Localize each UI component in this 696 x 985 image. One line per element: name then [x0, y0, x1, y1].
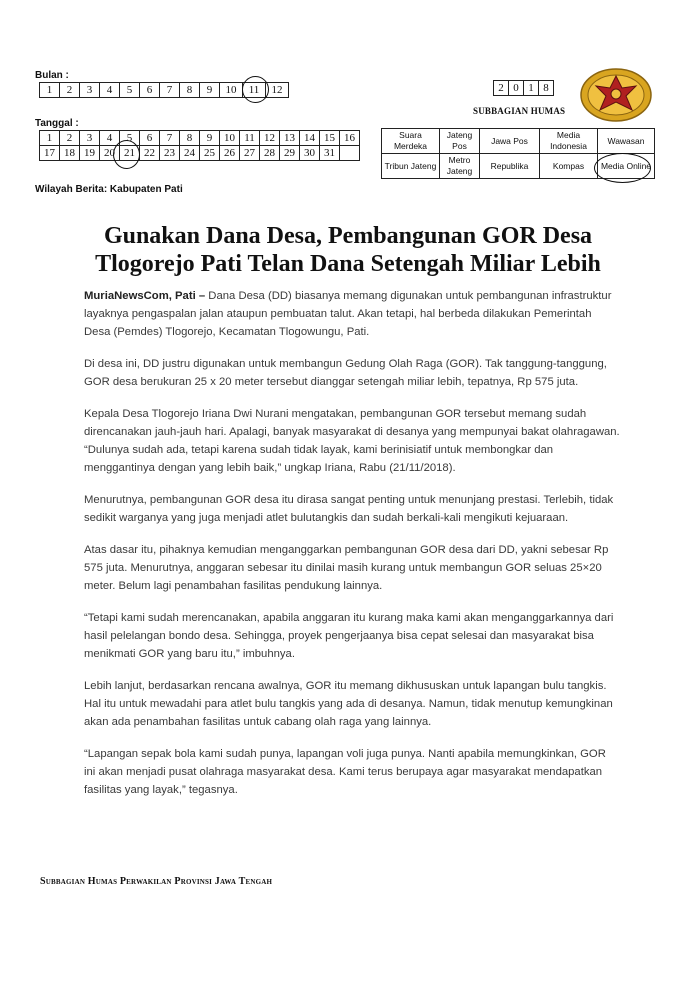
month-cell: 4: [100, 83, 120, 98]
subbagian-humas-label: SUBBAGIAN HUMAS: [473, 106, 566, 116]
wilayah-berita: Wilayah Berita: Kabupaten Pati: [35, 184, 183, 195]
day-cell: 24: [180, 146, 200, 161]
day-cell: 19: [80, 146, 100, 161]
day-cell: 6: [140, 131, 160, 146]
paragraph: Lebih lanjut, berdasarkan rencana awalnya, GOR itu memang dikhususkan untuk lapangan bulu tangkis. Hal itu untuk mewadahi para atlet bulu tangkis yang ada di desanya. Namun, tidak menutup kemungkinan akan ada penambahan fasilitas untuk cabang olah raga yang lainnya.: [84, 680, 613, 728]
paragraph: [84, 287, 620, 341]
paragraph: Menurutnya, pembangunan GOR desa itu dirasa sangat penting untuk menunjang prestasi. Terlebih, tidak sedikit warganya yang juga menjadi atlet bulutangkis dan sudah berkali-kali mengikuti kejuaraan.: [84, 494, 614, 524]
day-cell: 15: [320, 131, 340, 146]
day-cell: 20: [100, 146, 120, 161]
day-cell: 31: [320, 146, 340, 161]
paragraph: “Lapangan sepak bola kami sudah punya, lapangan voli juga punya. Nanti apabila memungkinkan, GOR ini akan menjadi pusat olahraga masyarakat desa. Kami terus berupaya agar masyarakat mendapatkan fasilitas yang layak,” tegasnya.: [84, 748, 606, 796]
article-body: [84, 287, 620, 813]
day-cell: 7: [160, 131, 180, 146]
day-cell: 17: [40, 146, 60, 161]
media-cell: Kompas: [540, 154, 598, 179]
year-digit: 8: [539, 81, 554, 96]
day-cell: 10: [220, 131, 240, 146]
day-cell: 21: [120, 146, 140, 161]
month-cell: 5: [120, 83, 140, 98]
day-cell: 23: [160, 146, 180, 161]
media-selection-circle: [594, 153, 651, 183]
paragraph: “Dulunya sudah ada, tetapi karena sudah tidak layak, kami berinisiatif untuk membongkar dan menggantinya dengan yang lebih baik,” ungkap Iriana, Rabu (21/11/2018).: [84, 444, 554, 474]
day-cell: 2: [60, 131, 80, 146]
day-cell: 1: [40, 131, 60, 146]
day-cell: 11: [240, 131, 260, 146]
day-cell: 5: [120, 131, 140, 146]
media-cell: Media Online: [598, 154, 655, 179]
day-cell: 8: [180, 131, 200, 146]
media-cell: Suara Merdeka: [382, 129, 440, 154]
day-cell: 13: [280, 131, 300, 146]
day-cell: 26: [220, 146, 240, 161]
garuda-emblem-icon: [578, 66, 654, 124]
day-selection-circle: [113, 140, 140, 169]
month-cell: 6: [140, 83, 160, 98]
bulan-label: Bulan :: [35, 70, 69, 81]
dateline: MuriaNewsCom, Pati –: [84, 290, 206, 302]
footer-text: Subbagian Humas Perwakilan Provinsi Jawa Tengah: [40, 876, 273, 887]
media-cell: Tribun Jateng: [382, 154, 440, 179]
month-cell: 11: [243, 83, 266, 98]
title-line-2: Tlogorejo Pati Telan Dana Setengah Miliar Lebih: [95, 251, 601, 277]
month-cell: 2: [60, 83, 80, 98]
paragraph: Kepala Desa Tlogorejo Iriana Dwi Nurani mengatakan, pembangunan GOR tersebut memang sudah direncanakan jauh-jauh hari. Apalagi, banyak masyarakat di desanya yang mempunyai bakat olahragawan.: [84, 408, 620, 438]
day-cell: 25: [200, 146, 220, 161]
day-cell: 29: [280, 146, 300, 161]
media-cell: Republika: [480, 154, 540, 179]
month-cell: 8: [180, 83, 200, 98]
day-grid: [39, 130, 360, 161]
title-line-1: Gunakan Dana Desa, Pembangunan GOR Desa: [103, 223, 593, 249]
day-cell: 14: [300, 131, 320, 146]
day-cell: 9: [200, 131, 220, 146]
media-cell: Wawasan: [598, 129, 655, 154]
day-cell: 28: [260, 146, 280, 161]
year-digit: 1: [524, 81, 539, 96]
day-cell: 30: [300, 146, 320, 161]
month-cell: 3: [80, 83, 100, 98]
media-cell: Jateng Pos: [440, 129, 480, 154]
paragraph: Atas dasar itu, pihaknya kemudian menganggarkan pembangunan GOR desa dari DD, yakni sebesar Rp 575 juta. Menurutnya, anggaran sebesar itu dinilai masih kurang untuk membangun GOR seluas 25×20 meter. Belum lagi penambahan fasilitas pendukung lainnya.: [84, 544, 609, 592]
day-cell: 16: [340, 131, 360, 146]
year-grid: [493, 80, 554, 96]
day-cell: 27: [240, 146, 260, 161]
paragraph: Di desa ini, DD justru digunakan untuk membangun Gedung Olah Raga (GOR). Tak tanggung-tanggung, GOR desa berukuran 25 x 20 meter tersebut dianggar setengah miliar lebih, tepatnya, Rp 575 juta.: [84, 358, 607, 388]
day-cell: 12: [260, 131, 280, 146]
year-digit: 0: [509, 81, 524, 96]
media-cell: Media Indonesia: [540, 129, 598, 154]
day-cell: 18: [60, 146, 80, 161]
media-cell: Metro Jateng: [440, 154, 480, 179]
paragraph: “Tetapi kami sudah merencanakan, apabila anggaran itu kurang maka kami akan menganggarkannya dari hasil pelelangan bondo desa. Sehingga, proyek pengerjaanya bisa cepat selesai dan masyarakat bisa menikmati GOR yang baru itu,” imbuhnya.: [84, 612, 614, 660]
tanggal-label: Tanggal :: [35, 118, 79, 129]
month-cell: 12: [266, 83, 289, 98]
month-cell: 10: [220, 83, 243, 98]
media-cell: Jawa Pos: [480, 129, 540, 154]
month-cell: 1: [40, 83, 60, 98]
month-cell: 9: [200, 83, 220, 98]
paragraph-text: Dana Desa (DD) biasanya memang digunakan untuk pembangunan infrastruktur layaknya pengaspalan jalan ataupun pembuatan talut. Akan tetapi, hal berbeda dilakukan Pemerintah Desa (Pemdes) Tlogorejo, Kecamatan Tlogowungu, Pati.: [84, 290, 612, 338]
day-cell: 3: [80, 131, 100, 146]
month-cell: 7: [160, 83, 180, 98]
day-cell: [340, 146, 360, 161]
article-title: [40, 222, 656, 278]
day-cell: 22: [140, 146, 160, 161]
day-cell: 4: [100, 131, 120, 146]
year-digit: 2: [494, 81, 509, 96]
month-selection-circle: [242, 76, 269, 103]
